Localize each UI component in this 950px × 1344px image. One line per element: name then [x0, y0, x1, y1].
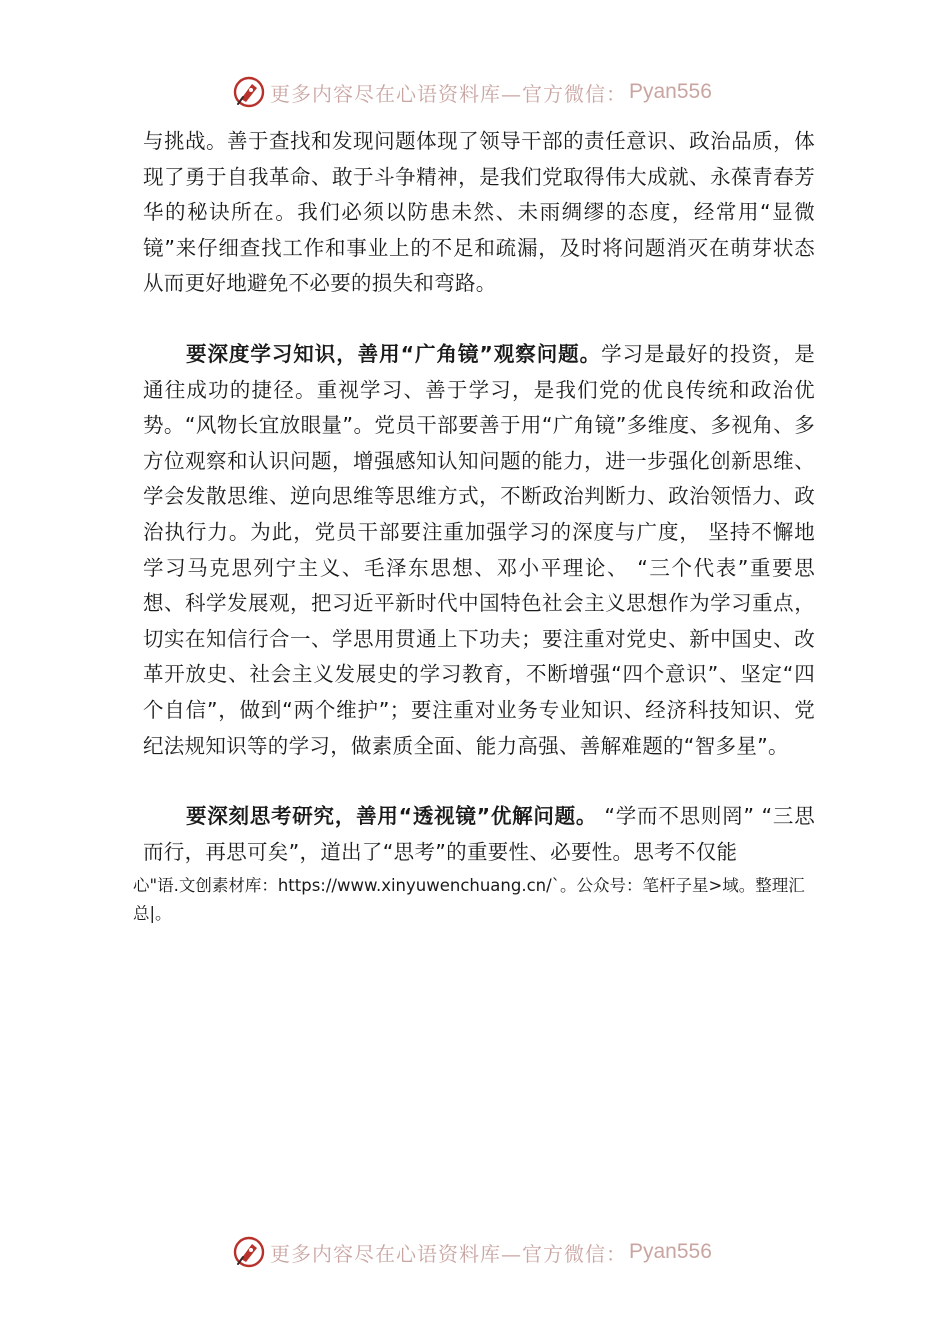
paragraph-lead: 要深刻思考研究，善用“透视镜”优解问题。	[186, 804, 598, 829]
paragraph	[143, 799, 815, 870]
pen-nib-logo-icon	[232, 75, 266, 109]
paragraph	[143, 337, 815, 764]
document-body	[143, 124, 815, 870]
header-banner	[232, 74, 712, 110]
paragraph-text: 学习是最好的投资，是通往成功的捷径。重视学习、善于学习，是我们党的优良传统和政治优势。“风物长宜放眼量”。党员干部要善于用“广角镜”多维度、多视角、多方位观察和认识问题，增强感知认知问题的能力，进一步强化创新思维、学会发散思维、逆向思维等思维方式，不断政治判断力、政治领悟力、政治执行力。为此，党员干部要注重加强学习的深度与广度， 坚持不懈地学习马克思列宁主义、毛泽东思想、邓小平理论、 “三个代表”重要思想、科学发展观，把习近平新时代中国特色社会主义思想作为学习重点，切实在知信行合一、学思用贯通上下功夫；要注重对党史、新中国史、改革开放史、社会主义发展史的学习教育，不断增强“四个意识”、坚定“四个自信”，做到“两个维护”；要注重对业务专业知识、经济科技知识、党纪法规知识等的学习，做素质全面、能力高强、善解难题的“智多星”。	[143, 341, 816, 758]
footer-banner	[232, 1234, 712, 1270]
banner-brand-text: 更多内容尽在心语资料库—官方微信：	[270, 1241, 627, 1266]
paragraph-lead: 要深度学习知识，善用“广角镜”观察问题。	[186, 341, 602, 366]
paragraph	[143, 124, 815, 302]
paragraph-text: 与挑战。善于查找和发现问题体现了领导干部的责任意识、政治品质，体现了勇于自我革命、敢于斗争精神，是我们党取得伟大成就、永葆青春芳华的秘诀所在。我们必须以防患未然、未雨绸缪的态度，经常用“显微镜”来仔细查找工作和事业上的不足和疏漏，及时将问题消灭在萌芽状态从而更好地避免不必要的损失和弯路。	[143, 129, 815, 296]
banner-wechat-id: Pyan556	[629, 1240, 712, 1263]
source-note: 心"语.文创素材库：https://www.xinyuwenchuang.cn/`。公众号：笔杆子星>域。整理汇总|。	[133, 876, 805, 923]
paragraph-text: “学而不思则罔” “三思而行，再思可矣”，道出了“思考”的重要性、必要性。思考不仅能	[143, 804, 815, 864]
banner-brand-text: 更多内容尽在心语资料库—官方微信：	[270, 81, 627, 106]
banner-wechat-id: Pyan556	[629, 80, 712, 103]
pen-nib-logo-icon	[232, 1235, 266, 1269]
